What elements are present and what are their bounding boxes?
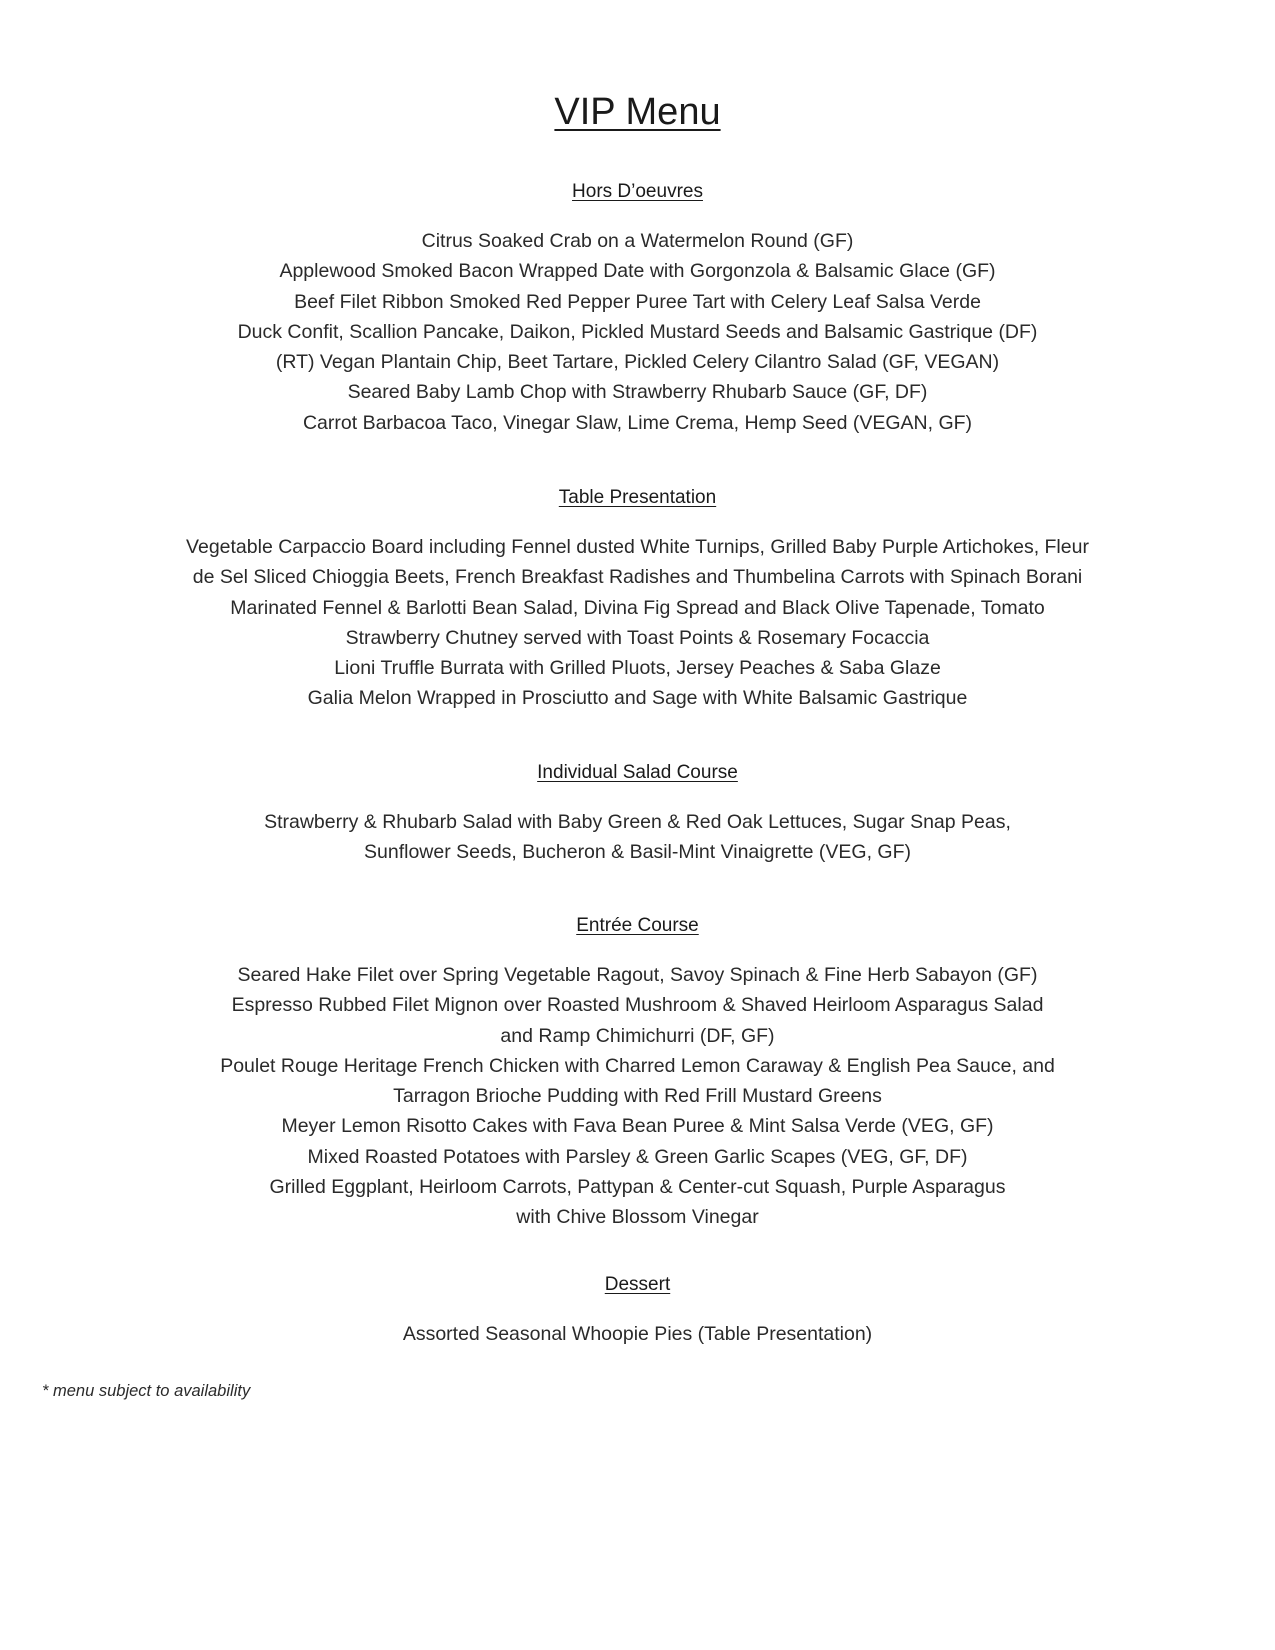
section-heading: Hors D’oeuvres	[572, 181, 703, 202]
section-heading: Table Presentation	[558, 487, 717, 508]
section-heading: Entrée Course	[576, 915, 699, 936]
menu-item: and Ramp Chimichurri (DF, GF)	[500, 1024, 775, 1047]
menu-item: Assorted Seasonal Whoopie Pies (Table Presentation)	[402, 1323, 873, 1345]
menu-item: Espresso Rubbed Filet Mignon over Roasted Mushroom & Shaved Heirloom Asparagus Salad	[231, 994, 1044, 1017]
section-table-presentation	[0, 486, 1275, 714]
menu-item: Strawberry Chutney served with Toast Points & Rosemary Focaccia	[345, 626, 930, 649]
menu-item: (RT) Vegan Plantain Chip, Beet Tartare, Pickled Celery Cilantro Salad (GF, VEGAN)	[275, 351, 1000, 374]
menu-item: Grilled Eggplant, Heirloom Carrots, Pattypan & Center-cut Squash, Purple Asparagus	[269, 1176, 1006, 1199]
menu-item: Mixed Roasted Potatoes with Parsley & Green Garlic Scapes (VEG, GF, DF)	[307, 1145, 968, 1168]
section-dessert	[0, 1273, 1275, 1349]
menu-item: Vegetable Carpaccio Board including Fennel dusted White Turnips, Grilled Baby Purple Artichokes, Fleur	[186, 536, 1089, 558]
section-heading: Dessert	[604, 1274, 671, 1295]
menu-item: Lioni Truffle Burrata with Grilled Pluots, Jersey Peaches & Saba Glaze	[334, 657, 941, 680]
menu-item: Poulet Rouge Heritage French Chicken with Charred Lemon Caraway & English Pea Sauce, and	[220, 1054, 1055, 1077]
section-heading: Individual Salad Course	[537, 762, 738, 783]
page-title: VIP Menu	[554, 91, 721, 133]
section-hors-doeuvres	[0, 180, 1275, 438]
section-entree-course	[0, 914, 1275, 1233]
menu-item: Tarragon Brioche Pudding with Red Frill Mustard Greens	[393, 1085, 882, 1108]
menu-item: Strawberry & Rhubarb Salad with Baby Green & Red Oak Lettuces, Sugar Snap Peas,	[264, 811, 1011, 833]
menu-item: Applewood Smoked Bacon Wrapped Date with Gorgonzola & Balsamic Glace (GF)	[279, 260, 996, 283]
menu-item: Duck Confit, Scallion Pancake, Daikon, Pickled Mustard Seeds and Balsamic Gastrique (DF)	[237, 320, 1038, 343]
section-individual-salad-course	[0, 761, 1275, 868]
menu-item: Beef Filet Ribbon Smoked Red Pepper Puree Tart with Celery Leaf Salsa Verde	[294, 290, 981, 313]
menu-item: Galia Melon Wrapped in Prosciutto and Sage with White Balsamic Gastrique	[307, 687, 968, 710]
menu-item: Citrus Soaked Crab on a Watermelon Round (GF)	[421, 230, 854, 252]
menu-item: Seared Hake Filet over Spring Vegetable Ragout, Savoy Spinach & Fine Herb Sabayon (GF)	[237, 964, 1038, 986]
menu-item: Marinated Fennel & Barlotti Bean Salad, Divina Fig Spread and Black Olive Tapenade, Tomato	[230, 596, 1045, 619]
availability-footnote: * menu subject to availability	[42, 1382, 251, 1400]
menu-item: Meyer Lemon Risotto Cakes with Fava Bean Puree & Mint Salsa Verde (VEG, GF)	[281, 1115, 994, 1138]
menu-item: Sunflower Seeds, Bucheron & Basil-Mint Vinaigrette (VEG, GF)	[364, 841, 911, 864]
menu-item: Carrot Barbacoa Taco, Vinegar Slaw, Lime Crema, Hemp Seed (VEGAN, GF)	[302, 411, 973, 434]
menu-item: Seared Baby Lamb Chop with Strawberry Rhubarb Sauce (GF, DF)	[347, 381, 928, 404]
menu-item: with Chive Blossom Vinegar	[516, 1206, 759, 1229]
menu-item: de Sel Sliced Chioggia Beets, French Breakfast Radishes and Thumbelina Carrots with Spinach Borani	[192, 566, 1083, 589]
